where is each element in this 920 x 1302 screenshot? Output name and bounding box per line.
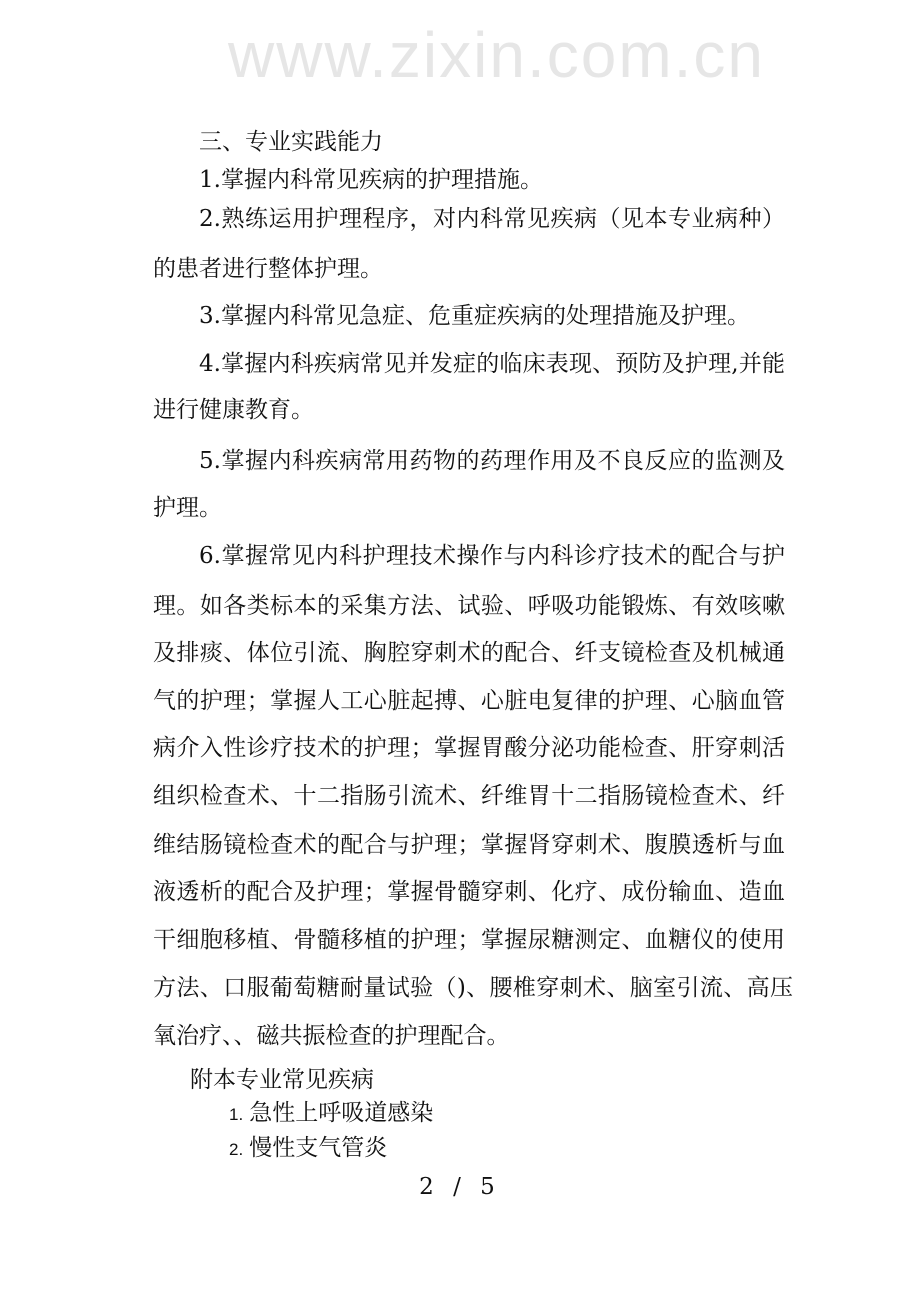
appendix-list-item (229, 1133, 387, 1165)
item-6-line: 氧治疗、、磁共振检查的护理配合。 (153, 1023, 510, 1049)
page-number: 2 / 5 (419, 1174, 501, 1200)
item-1-line: 1.掌握内科常见疾病的护理措施。 (199, 167, 543, 193)
item-6-line: 理。如各类标本的采集方法、试验、呼吸功能锻炼、有效咳嗽 (153, 593, 785, 619)
list-number: 2. (229, 1140, 244, 1159)
appendix-list-item (229, 1098, 433, 1130)
item-6-line: 干细胞移植、骨髓移植的护理；掌握尿糖测定、血糖仪的使用 (153, 927, 785, 953)
item-3-line: 3.掌握内科常见急症、危重症疾病的处理措施及护理。 (199, 303, 750, 329)
item-6-line: 液透析的配合及护理；掌握骨髓穿刺、化疗、成份输血、造血 (153, 879, 785, 905)
appendix-title: 附本专业常见疾病 (190, 1067, 374, 1093)
item-2-line: 的患者进行整体护理。 (153, 256, 383, 282)
item-2-line: 2.熟练运用护理程序，对内科常见疾病（见本专业病种） (199, 206, 785, 232)
list-text: 急性上呼吸道感染 (249, 1100, 434, 1126)
item-6-line: 组织检查术、十二指肠引流术、纤维胃十二指肠镜检查术、纤 (153, 783, 785, 809)
item-4-line: 进行健康教育。 (153, 397, 314, 423)
item-6-line: 维结肠镜检查术的配合与护理；掌握肾穿刺术、腹膜透析与血 (153, 832, 785, 858)
list-text: 慢性支气管炎 (249, 1135, 388, 1161)
watermark: www.zixin.com.cn (228, 19, 765, 91)
item-6-line: 方法、口服葡萄糖耐量试验（)、腰椎穿刺术、脑室引流、高压 (153, 975, 793, 1001)
item-5-line: 护理。 (153, 495, 222, 521)
item-6-line: 6.掌握常见内科护理技术操作与内科诊疗技术的配合与护 (199, 543, 785, 569)
item-4-line: 4.掌握内科疾病常见并发症的临床表现、预防及护理,并能 (199, 351, 785, 377)
section-title: 三、专业实践能力 (199, 129, 383, 155)
list-number: 1. (229, 1105, 244, 1124)
item-6-line: 气的护理；掌握人工心脏起搏、心脏电复律的护理、心脑血管 (153, 688, 785, 714)
item-6-line: 病介入性诊疗技术的护理；掌握胃酸分泌功能检查、肝穿刺活 (153, 735, 785, 761)
item-6-line: 及排痰、体位引流、胸腔穿刺术的配合、纤支镜检查及机械通 (153, 640, 785, 666)
item-5-line: 5.掌握内科疾病常用药物的药理作用及不良反应的监测及 (199, 448, 785, 474)
